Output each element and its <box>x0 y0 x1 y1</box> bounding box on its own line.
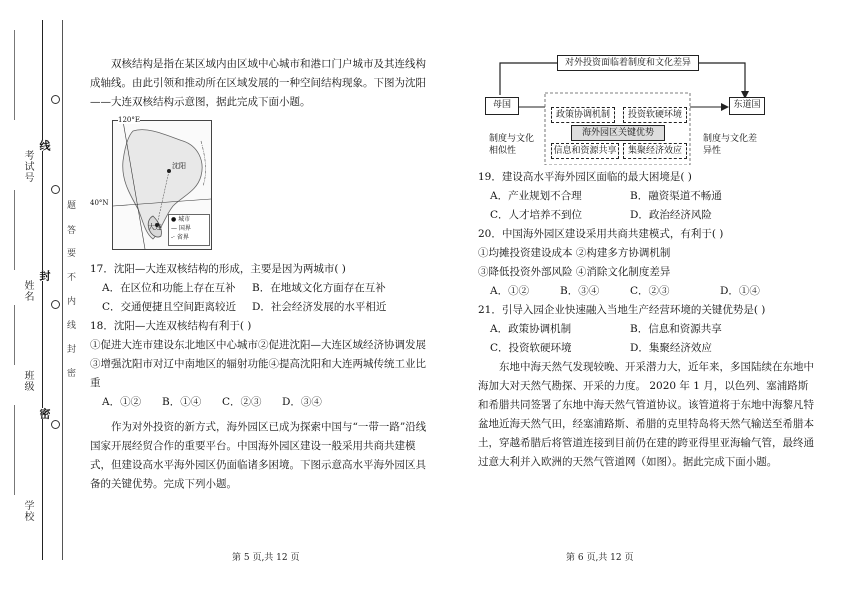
right-column <box>478 168 818 472</box>
province-border-icon: -· <box>171 234 175 241</box>
legend-province: -· 省界 <box>171 234 189 241</box>
q19-option-b[interactable]: B．融资渠道不畅通 <box>630 190 722 202</box>
diagram-home-country: 母国 <box>485 97 519 115</box>
diagram-box-info: 信息和资源共享 <box>551 143 619 159</box>
diagram-top-label: 对外投资面临着制度和文化差异 <box>557 55 699 71</box>
seal-outer-word: 要 <box>65 248 75 257</box>
national-border-icon: — <box>171 225 177 232</box>
school-label: 学校 <box>22 500 33 522</box>
left-questions <box>90 260 430 494</box>
q17-option-c[interactable]: C．交通便捷且空间距离较近 <box>102 301 237 313</box>
intro-paragraph: 双核结构是指在某区域内由区域中心城市和港口门户城市及其连线构成轴线。由此引领和推动所在区域发展的一种空间结构现象。下图为沈阳——大连双核结构示意图，据此完成下面小题。 <box>90 58 426 108</box>
diagram-box-policy: 政策协调机制 <box>551 107 615 123</box>
q18-option-b[interactable]: B．①④ <box>162 396 202 408</box>
seal-inner-word: 密 <box>38 408 51 419</box>
diagram-host-country: 东道国 <box>729 97 765 115</box>
exam-number-label: 考试号 <box>22 150 33 183</box>
seal-circle <box>51 420 60 429</box>
seal-circle <box>51 95 60 104</box>
seal-inner-word: 封 <box>38 270 51 281</box>
q19-option-d[interactable]: D．政治经济风险 <box>630 209 712 221</box>
page-number-right: 第 6 页,共 12 页 <box>566 553 634 563</box>
legend-border: — 国界 <box>171 225 191 232</box>
seal-inner-word: 线 <box>38 140 51 151</box>
q18-line1: ①促进大连市建设东北地区中心城市②促进沈阳—大连区域经济协调发展 <box>90 339 426 351</box>
diagram-left-note: 制度与文化相似性 <box>489 134 535 156</box>
q20-options <box>478 282 818 301</box>
q21-option-c[interactable]: C．投资软硬环境 <box>490 342 572 354</box>
city-label-dalian: 大连 <box>148 223 162 231</box>
q17-option-d[interactable]: D．社会经济发展的水平相近 <box>252 301 387 313</box>
map-legend <box>168 214 210 246</box>
legend-city: ● 城市 <box>171 216 191 223</box>
q20-option-b[interactable]: B．③④ <box>560 285 600 297</box>
longitude-label: 120°E <box>118 116 140 124</box>
q18-line2: ③增强沈阳市对辽中南地区的辐射功能④提高沈阳和大连两城传统工业比重 <box>90 358 426 389</box>
seal-outer-word: 内 <box>65 296 75 305</box>
seal-circle <box>51 300 60 309</box>
q19-option-c[interactable]: C．人才培养不到位 <box>490 209 583 221</box>
seal-outer-word: 线 <box>65 320 75 329</box>
fill-line[interactable] <box>14 405 15 495</box>
seal-margin <box>0 0 80 595</box>
margin-line-outer <box>62 20 63 560</box>
q17-stem: 17．沈阳—大连双核结构的形成，主要是因为两城市( ) <box>90 263 346 275</box>
q17-option-a[interactable]: A．在区位和功能上存在互补 <box>102 282 236 294</box>
q21-options-row2 <box>478 339 818 358</box>
seal-outer-word: 不 <box>65 272 75 281</box>
fill-line[interactable] <box>14 30 15 120</box>
q19-option-a[interactable]: A．产业规划不合理 <box>490 190 582 202</box>
seal-outer-word: 答 <box>65 225 75 234</box>
class-label: 班级 <box>22 370 33 392</box>
diagram-box-cluster: 集聚经济效应 <box>623 143 687 159</box>
intro3-paragraph: 东地中海天然气发现较晚、开采潜力大，近年来，多国陆续在东地中海加大对天然气勘探、开采的力度。 2020 年 1 月，以色列、塞浦路斯和希腊共同签署了东地中海天然气管道协议。该管道将于东地中海黎凡特盆地近海天然气田，经塞浦路斯、希腊的克里特岛将天然气输送至希腊本土，穿越希腊后将管道连接到目前仍在建的跨亚得里亚海输气管，最终通过意大利并入欧洲的天然气管道网（如图）。据此完成下面小题。 <box>478 361 814 468</box>
q18-option-c[interactable]: C．②③ <box>222 396 262 408</box>
seal-outer-word: 题 <box>65 200 75 209</box>
name-label: 姓名 <box>22 280 33 302</box>
q17-option-b[interactable]: B．在地域文化方面存在互补 <box>252 282 386 294</box>
latitude-label: 40°N <box>90 199 109 207</box>
q20-stem: 20．中国海外园区建设采用共商共建模式，有利于( ) <box>478 228 724 240</box>
q21-stem: 21．引导入园企业快速融入当地生产经营环境的关键优势是( ) <box>478 304 766 316</box>
seal-circle <box>51 185 60 194</box>
margin-line-inner <box>42 20 43 560</box>
q19-options-row2 <box>478 206 818 225</box>
q17-options-row2 <box>90 298 430 317</box>
q20-option-c[interactable]: C．②③ <box>630 285 670 297</box>
q20-line1: ①均摊投资建设成本 ②构建多方协调机制 <box>478 247 671 259</box>
q19-options-row1 <box>478 187 818 206</box>
q20-line2: ③降低投资外部风险 ④消除文化制度差异 <box>478 266 671 278</box>
q17-options-row1 <box>90 279 430 298</box>
city-dot-icon: ● <box>171 216 177 223</box>
seal-outer-word: 密 <box>65 368 75 377</box>
seal-outer-word: 封 <box>65 344 75 353</box>
q18-option-d[interactable]: D．③④ <box>282 396 322 408</box>
diagram-box-invest: 投资软硬环境 <box>623 107 687 123</box>
left-column <box>90 55 430 112</box>
q21-option-a[interactable]: A．政策协调机制 <box>490 323 572 335</box>
q19-stem: 19．建设高水平海外园区面临的最大困境是( ) <box>478 171 692 183</box>
q21-options-row1 <box>478 320 818 339</box>
q20-option-d[interactable]: D．①④ <box>720 285 760 297</box>
overseas-park-diagram <box>485 55 765 165</box>
q21-option-b[interactable]: B．信息和资源共享 <box>630 323 722 335</box>
q18-options <box>90 393 430 412</box>
q21-option-d[interactable]: D．集聚经济效应 <box>630 342 712 354</box>
fill-line[interactable] <box>14 305 15 365</box>
page-number-left: 第 5 页,共 12 页 <box>232 553 300 563</box>
diagram-box-center: 海外园区关键优势 <box>571 125 665 141</box>
q20-option-a[interactable]: A．①② <box>490 285 530 297</box>
q18-option-a[interactable]: A．①② <box>102 396 142 408</box>
fill-line[interactable] <box>14 190 15 270</box>
city-label-shenyang: 沈阳 <box>172 162 186 170</box>
q18-stem: 18．沈阳—大连双核结构有利于( ) <box>90 320 252 332</box>
diagram-right-note: 制度与文化差异性 <box>703 134 758 156</box>
intro2-paragraph: 作为对外投资的新方式，海外园区已成为探索中国与“一带一路”沿线国家开展经贸合作的重要平台。中国海外园区建设一般采用共商共建模式，但建设高水平海外园区仍面临诸多困境。下图示意高水平海外园区具备的关键优势。完成下列小题。 <box>90 421 427 490</box>
